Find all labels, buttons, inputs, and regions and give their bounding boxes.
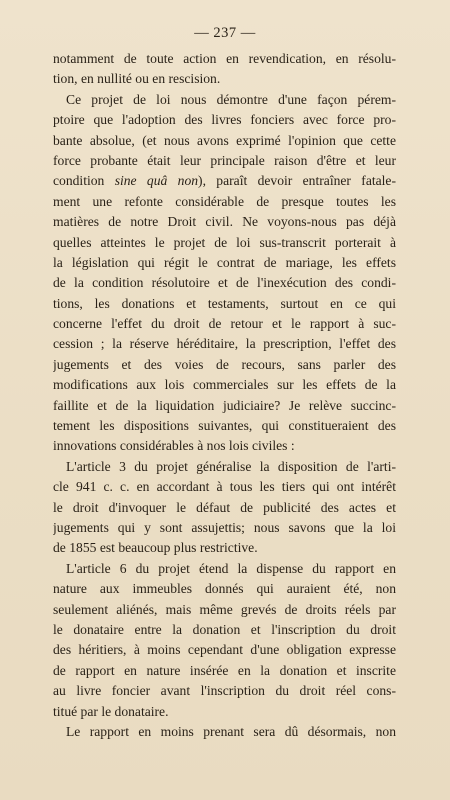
text-line: la législation qui régit le contrat de mariage, les effets [53,254,396,270]
text-line: de la condition résolutoire et de l'inexécution des condi- [53,275,396,291]
paragraph [53,559,396,722]
text-line: matières de notre Droit civil. Ne voyons-nous pas déjà [53,214,396,230]
text-line: innovations considérables à nos lois civiles : [53,438,295,454]
text-line: modifications aux lois commerciales sur les effets de la [53,377,396,393]
text-line: L'article 6 du projet étend la dispense du rapport en [66,560,396,576]
text-line: le donataire entre la donation et l'inscription du droit [53,621,396,637]
text-line: des héritiers, à moins cependant d'une obligation expresse [53,642,396,658]
paragraph [53,90,396,457]
text-line: tement les dispositions suivantes, qui constitueraient des [53,418,396,434]
text-line: Ce projet de loi nous démontre d'une façon pérem- [66,91,396,107]
text-line: au livre foncier avant l'inscription du droit réel cons- [53,683,396,699]
page-number: — 237 — [194,25,256,41]
latin-phrase: sine quâ non [114,173,199,189]
text-line: faillite et de la liquidation judiciaire? Je relève succinc- [53,397,396,413]
text-line: jugements qui y sont assujettis; nous savons que la loi [53,519,396,535]
body-text [53,49,396,742]
text-line: le droit d'invoquer le défaut de publicité des actes et [53,499,396,515]
text-line: L'article 3 du projet généralise la disposition de l'arti- [66,458,396,474]
paragraph [53,457,396,559]
text-line: tions, les donations et testaments, surtout en ce qui [53,295,396,311]
text-line: titué par le donataire. [53,703,169,719]
text-line: ptoire que l'adoption des livres fonciers avec force pro- [53,112,396,128]
text-line: cle 941 c. c. en accordant à tous les tiers qui ont intérêt [53,479,396,495]
text-line: de 1855 est beaucoup plus restrictive. [53,540,258,556]
text-line: notamment de toute action en revendication, en résolu- [53,51,396,66]
text-line: cession ; la réserve héréditaire, la prescription, l'effet des [53,336,396,352]
text-line: bante absolue, (et nous avons exprimé l'opinion que cette [53,132,396,148]
text-line: condition sine quâ non), paraît devoir entraîner fatale- [53,173,396,189]
text-line: tion, en nullité ou en rescision. [53,71,221,87]
text-line: de rapport en nature insérée en la donation et inscrite [53,662,396,678]
text-line: jugements et des voies de recours, sans parler des [53,356,396,372]
text-line: concerne l'effet du droit de retour et le rapport à suc- [53,316,396,332]
text-line: force probante était leur principale raison d'être et leur [53,152,396,168]
text-line: quelles atteintes le projet de loi sus-transcrit porterait à [53,234,396,250]
paragraph [53,722,396,742]
text-line: seulement aliénés, mais même grevés de droits réels par [53,601,396,617]
text-line: Le rapport en moins prenant sera dû désormais, non [66,723,396,739]
paragraph [53,49,396,90]
text-line: nature aux immeubles donnés qui auraient été, non [53,581,396,597]
text-line: ment une refonte considérable de presque toutes les [53,193,396,209]
